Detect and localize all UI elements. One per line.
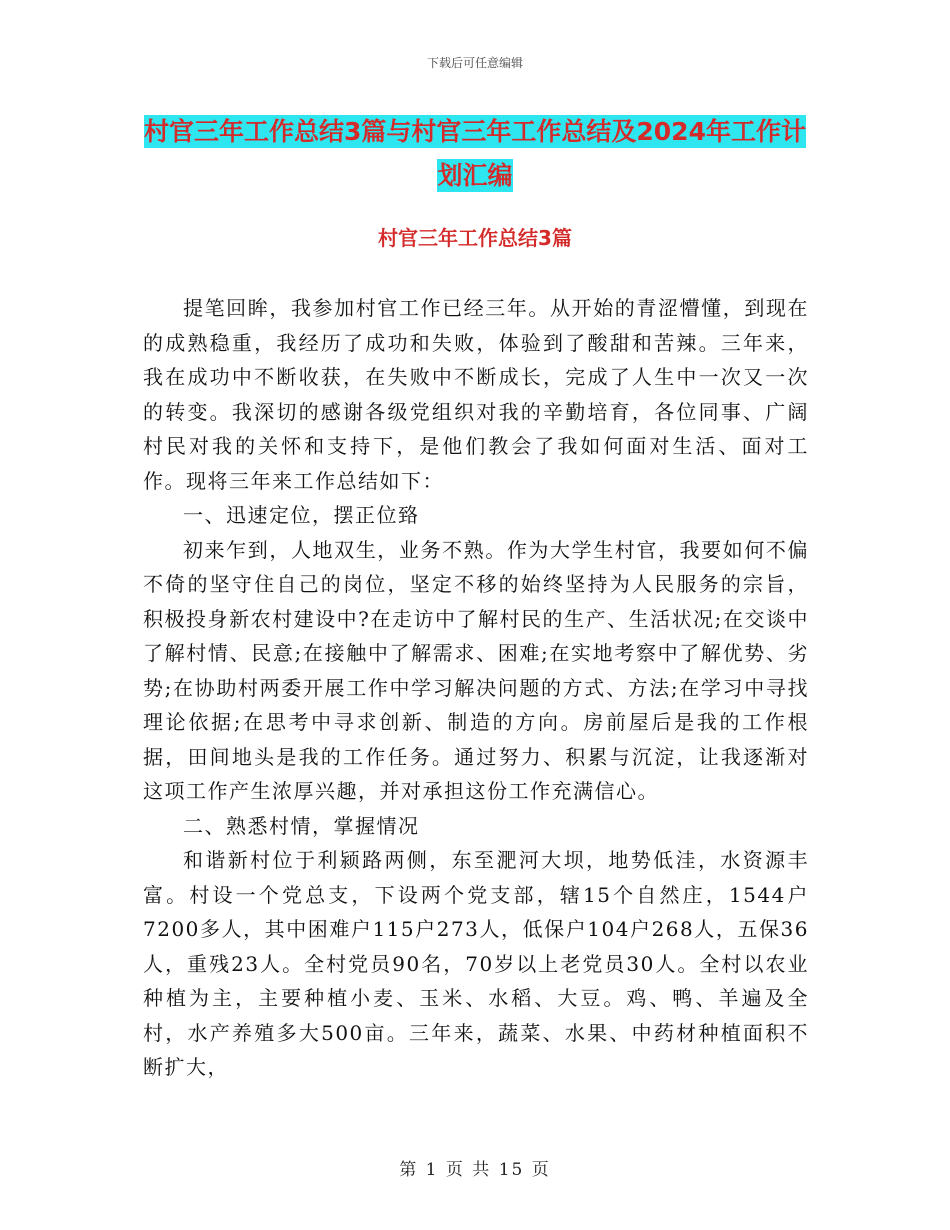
paragraph-intro: 提笔回眸，我参加村官工作已经三年。从开始的青涩懵懂，到现在的成熟稳重，我经历了成功和失败，体验到了酸甜和苦辣。三年来，我在成功中不断收获，在失败中不断成长，完成了人生中一次又一次的转变。我深切的感谢各级党组织对我的辛勤培育，各位同事、广阔村民对我的关怀和支持下，是他们教会了我如何面对生活、面对工作。现将三年来工作总结如下： [143, 296, 809, 493]
header-note: 下载后可任意编辑 [426, 56, 523, 70]
section-title: 村官三年工作总结3篇 [378, 226, 572, 250]
document-title-text: 村官三年工作总结3篇与村官三年工作总结及2024年工作计划汇编 [144, 117, 806, 190]
heading-village-situation: 二、熟悉村情，掌握情况 [183, 813, 420, 838]
document-title [140, 110, 810, 198]
document-body [143, 291, 809, 1085]
page-footer: 第 1 页 共 15 页 [399, 1160, 551, 1180]
heading-positioning: 一、迅速定位，摆正位臵 [183, 503, 420, 527]
paragraph-positioning: 初来乍到，人地双生，业务不熟。作为大学生村官，我要如何不偏不倚的坚守住自己的岗位，坚定不移的始终坚持为人民服务的宗旨，积极投身新农村建设中?在走访中了解村民的生产、生活状况;在交谈中了解村情、民意;在接触中了解需求、困难;在实地考察中了解优势、劣势;在协助村两委开展工作中学习解决问题的方式、方法;在学习中寻找理论依据;在思考中寻求创新、制造的方向。房前屋后是我的工作根据，田间地头是我的工作任务。通过努力、积累与沉淀，让我逐渐对这项工作产生浓厚兴趣，并对承担这份工作充满信心。 [143, 537, 809, 803]
paragraph-village-situation: 和谐新村位于利颍路两侧，东至淝河大坝，地势低洼，水资源丰富。村设一个党总支，下设两个党支部，辖15个自然庄，1544户7200多人，其中困难户115户273人，低保户104户268人，五保36人，重残23人。全村党员90名，70岁以上老党员30人。全村以农业种植为主，主要种植小麦、玉米、水稻、大豆。鸡、鸭、羊遍及全村，水产养殖多大500亩。三年来，蔬菜、水果、中药材种植面积不断扩大， [143, 848, 809, 1079]
